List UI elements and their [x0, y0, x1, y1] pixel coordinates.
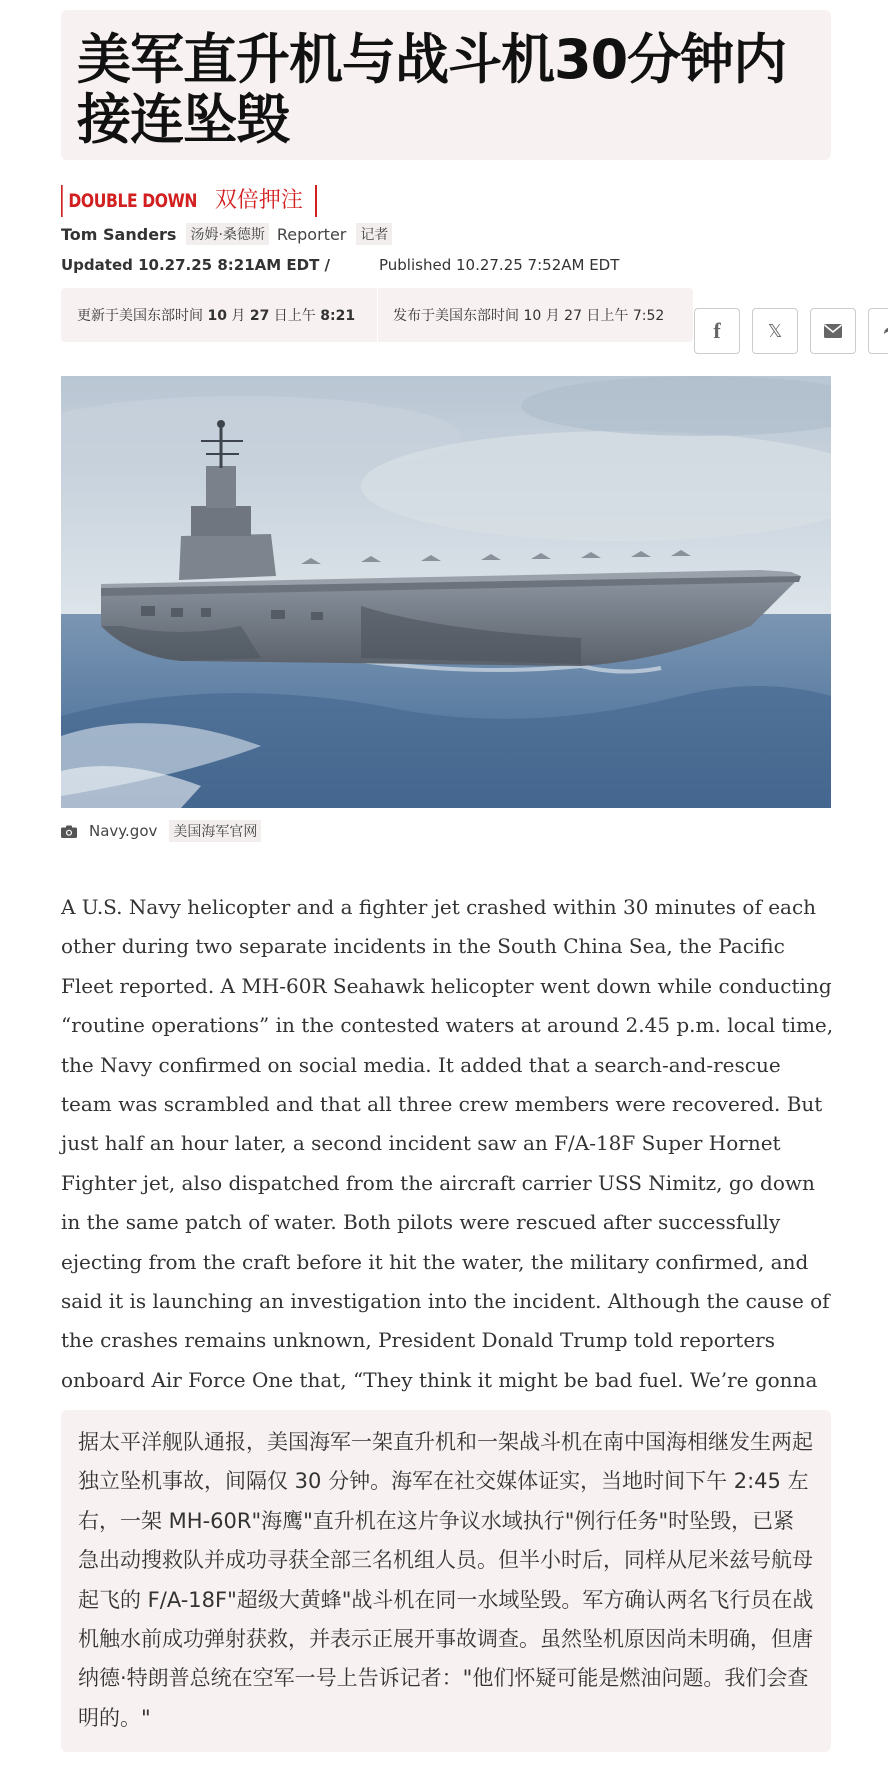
- author-name-zh: 汤姆·桑德斯: [186, 223, 268, 245]
- brand-label-zh: 双倍押注: [207, 185, 317, 217]
- camera-icon: [61, 825, 77, 838]
- share-facebook-button[interactable]: [694, 308, 740, 354]
- photo-credit-zh: 美国海军官网: [169, 820, 261, 842]
- updated-timestamp-zh: 更新于美国东部时间 10 月 27 日上午 8:21: [77, 308, 356, 324]
- timestamps-zh: [61, 288, 693, 342]
- author-name[interactable]: Tom Sanders: [61, 224, 177, 244]
- article-body-zh: 据太平洋舰队通报，美国海军一架直升机和一架战斗机在南中国海相继发生两起独立坠机事故，间隔仅 30 分钟。海军在社交媒体证实，当地时间下午 2:45 左右，一架 MH-60R"海鹰"直升机在这片争议水域执行"例行任务"时坠毁，已紧急出动搜救队并成功寻获全部三名机组人员。但半小时后，同样从尼米兹号航母起飞的 F/A-18F"超级大黄蜂"战斗机在同一水域坠毁。军方确认两名飞行员在战机触水前成功弹射获救，并表示正展开事故调查。虽然坠机原因尚未明确，但唐纳德·特朗普总统在空军一号上告诉记者："他们怀疑可能是燃油问题。我们会查明的。": [78, 1430, 814, 1730]
- facebook-icon: f: [713, 318, 721, 343]
- divider: [377, 288, 378, 342]
- published-timestamp-zh: 发布于美国东部时间 10 月 27 日上午 7:52: [393, 308, 665, 324]
- share-email-button[interactable]: [810, 308, 856, 354]
- article-body-en: A U.S. Navy helicopter and a fighter jet crashed within 30 minutes of each other during two separate incidents in the South China Sea, the Pacific Fleet reported. A MH-60R Seahawk helicopter went down while conducting “routine operations” in the contested waters at around 2.45 p.m. local time, the Navy confirmed on social media. It added that a search-and-rescue team was scrambled and that all three crew members were recovered. But just half an hour later, a second incident saw an F/A-18F Super Hornet Fighter jet, also dispatched from the aircraft carrier USS Nimitz, go down in the same patch of water. Both pilots were rescued after successfully ejecting from the craft before it hit the water, the military confirmed, and said it is launching an investigation into the incident. Although the cause of the crashes remains unknown, President Donald Trump told reporters onboard Air Force One that, “They think it might be bad fuel. We’re gonna: [61, 895, 834, 1392]
- author-role: Reporter: [276, 224, 347, 244]
- updated-timestamp: Updated 10.27.25 8:21AM EDT /: [61, 256, 331, 274]
- byline: [61, 223, 392, 245]
- published-timestamp: Published 10.27.25 7:52AM EDT: [379, 256, 620, 274]
- photo-credit: Navy.gov: [89, 822, 158, 840]
- share-x-button[interactable]: [752, 308, 798, 354]
- brand-label-en[interactable]: DOUBLE DOWN: [61, 185, 204, 217]
- article-headline: 美军直升机与战斗机30分钟内接连坠毁: [77, 28, 787, 151]
- author-role-zh: 记者: [356, 223, 392, 245]
- share-more-button[interactable]: [868, 308, 888, 354]
- email-icon: [823, 323, 843, 339]
- photo-caption: [61, 820, 261, 842]
- aircraft-carrier-photo: [61, 376, 831, 808]
- section-brand[interactable]: [61, 185, 317, 217]
- hero-image-aircraft-carrier: [61, 376, 831, 808]
- headline-box: [61, 10, 831, 160]
- translation-box: [61, 1410, 831, 1752]
- share-icon: [882, 322, 888, 340]
- x-icon: 𝕏: [767, 320, 783, 342]
